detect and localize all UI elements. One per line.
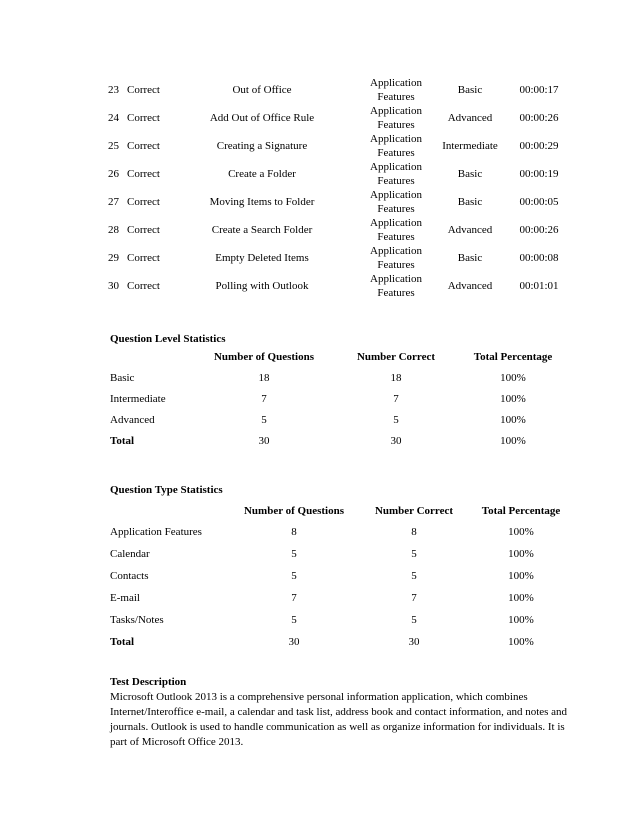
question-level: Advanced [447,224,493,236]
number-of-questions: 7 [261,393,267,405]
total-percentage: 100% [508,570,534,582]
question-title: Out of Office [232,84,292,96]
question-type: Application Features [370,245,422,271]
question-type: Application Features [370,77,422,103]
number-correct: 7 [411,592,417,604]
question-status: Correct [127,252,160,264]
row-label: Intermediate [110,393,166,405]
number-of-questions: 7 [291,592,297,604]
number-of-questions: 30 [258,435,270,447]
number-correct: 5 [411,570,417,582]
row-label: Basic [110,372,135,384]
question-time: 00:00:17 [519,84,559,96]
column-header: Total Percentage [473,351,553,363]
question-level: Basic [457,168,483,180]
column-header: Number Correct [374,505,454,517]
question-title: Add Out of Office Rule [209,112,315,124]
question-time: 00:01:01 [519,280,559,292]
question-type: Application Features [370,189,422,215]
number-of-questions: 5 [291,548,297,560]
question-status: Correct [127,224,160,236]
question-level: Basic [457,252,483,264]
question-type: Application Features [370,105,422,131]
column-header: Total Percentage [481,505,561,517]
question-level: Advanced [447,280,493,292]
question-time: 00:00:29 [519,140,559,152]
question-number: 25 [108,140,119,152]
question-status: Correct [127,168,160,180]
column-header: Number of Questions [243,505,345,517]
question-status: Correct [127,196,160,208]
total-percentage: 100% [508,548,534,560]
total-percentage: 100% [500,372,526,384]
number-of-questions: 8 [291,526,297,538]
total-row-label: Total [110,435,135,447]
column-header: Number Correct [356,351,436,363]
number-correct: 18 [390,372,402,384]
question-status: Correct [127,140,160,152]
total-row-label: Total [110,636,135,648]
question-number: 26 [108,168,119,180]
number-of-questions: 5 [261,414,267,426]
number-of-questions: 5 [291,570,297,582]
number-correct: 8 [411,526,417,538]
question-status: Correct [127,84,160,96]
number-correct: 7 [393,393,399,405]
row-label: Contacts [110,570,149,582]
total-percentage: 100% [508,526,534,538]
question-time: 00:00:19 [519,168,559,180]
row-label: Application Features [110,526,202,538]
question-level: Intermediate [442,140,498,152]
question-title: Create a Search Folder [211,224,313,236]
question-time: 00:00:26 [519,224,559,236]
level-stats-heading: Question Level Statistics [110,333,226,345]
number-of-questions: 18 [258,372,270,384]
question-number: 30 [108,280,119,292]
number-correct: 30 [408,636,420,648]
question-type: Application Features [370,133,422,159]
question-number: 27 [108,196,119,208]
number-of-questions: 5 [291,614,297,626]
row-label: E-mail [110,592,140,604]
row-label: Calendar [110,548,150,560]
question-status: Correct [127,112,160,124]
question-type: Application Features [370,161,422,187]
question-time: 00:00:26 [519,112,559,124]
question-title: Creating a Signature [216,140,308,152]
total-percentage: 100% [500,414,526,426]
question-level: Basic [457,84,483,96]
question-title: Create a Folder [228,168,296,180]
total-percentage: 100% [500,435,526,447]
total-percentage: 100% [508,614,534,626]
question-number: 29 [108,252,119,264]
description-text: Microsoft Outlook 2013 is a comprehensive personal information application, which combines Internet/Interoffice e-mail, a calendar and task list, address book and contact information, and notes and journals. Outlook is used to handle communication as well as organize information for individuals. It is part of Microsoft Office 2013. [110,691,568,748]
question-type: Application Features [370,273,422,299]
question-number: 28 [108,224,119,236]
number-of-questions: 30 [288,636,300,648]
question-number: 23 [108,84,119,96]
type-stats-heading: Question Type Statistics [110,484,223,496]
total-percentage: 100% [508,592,534,604]
question-level: Advanced [447,112,493,124]
question-number: 24 [108,112,119,124]
question-title: Polling with Outlook [215,280,309,292]
number-correct: 5 [393,414,399,426]
number-correct: 5 [411,614,417,626]
question-level: Basic [457,196,483,208]
column-header: Number of Questions [213,351,315,363]
number-correct: 5 [411,548,417,560]
total-percentage: 100% [508,636,534,648]
question-status: Correct [127,280,160,292]
question-time: 00:00:08 [519,252,559,264]
row-label: Tasks/Notes [110,614,164,626]
question-time: 00:00:05 [519,196,559,208]
row-label: Advanced [110,414,155,426]
description-heading: Test Description [110,676,187,688]
number-correct: 30 [390,435,402,447]
total-percentage: 100% [500,393,526,405]
question-type: Application Features [370,217,422,243]
question-title: Moving Items to Folder [209,196,315,208]
question-title: Empty Deleted Items [215,252,309,264]
